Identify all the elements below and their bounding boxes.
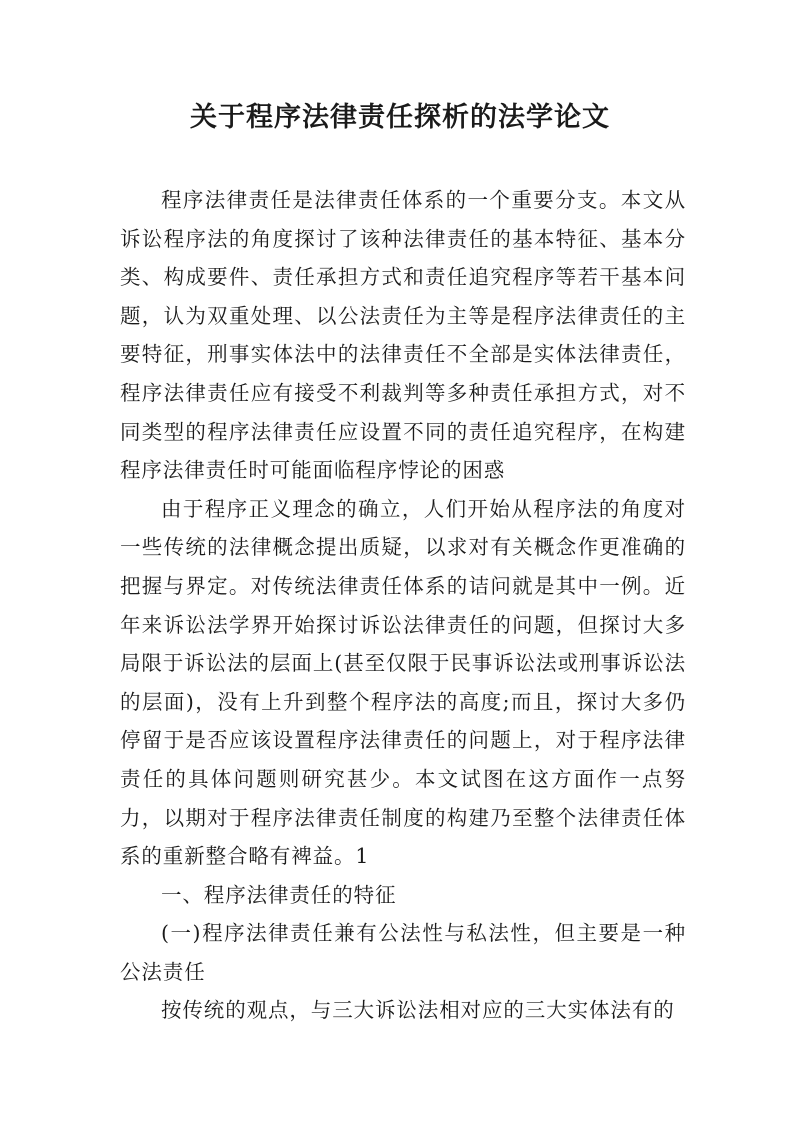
subsection-heading: (一)程序法律责任兼有公法性与私法性，但主要是一种公法责任	[120, 921, 686, 984]
paragraph-introduction: 由于程序正义理念的确立，人们开始从程序法的角度对一些传统的法律概念提出质疑，以求对有关概念作更准确的把握与界定。对传统法律责任体系的诘问就是其中一例。近年来诉讼法学界开始探讨诉讼法律责任的问题，但探讨大多局限于诉讼法的层面上(甚至仅限于民事诉讼法或刑事诉讼法的层面)，没有上升到整个程序法的高度;而且，探讨大多仍停留于是否应该设置程序法律责任的问题上，对于程序法律责任的具体问题则研究甚少。本文试图在这方面作一点努力，以期对于程序法律责任制度的构建乃至整个法律责任体系的重新整合略有裨益。1	[120, 496, 686, 869]
paragraph-abstract: 程序法律责任是法律责任体系的一个重要分支。本文从诉讼程序法的角度探讨了该种法律责任的基本特征、基本分类、构成要件、责任承担方式和责任追究程序等若干基本问题，认为双重处理、以公法责任为主等是程序法律责任的主要特征，刑事实体法中的法律责任不全部是实体法律责任，程序法律责任应有接受不利裁判等多种责任承担方式，对不同类型的程序法律责任应设置不同的责任追究程序，在构建程序法律责任时可能面临程序悖论的困惑	[120, 188, 686, 483]
paragraph-body: 按传统的观点，与三大诉讼法相对应的三大实体法有的	[161, 998, 675, 1023]
document-title: 关于程序法律责任探析的法学论文	[190, 102, 610, 133]
section-heading: 一、程序法律责任的特征	[161, 882, 397, 907]
document-body	[120, 181, 686, 1030]
